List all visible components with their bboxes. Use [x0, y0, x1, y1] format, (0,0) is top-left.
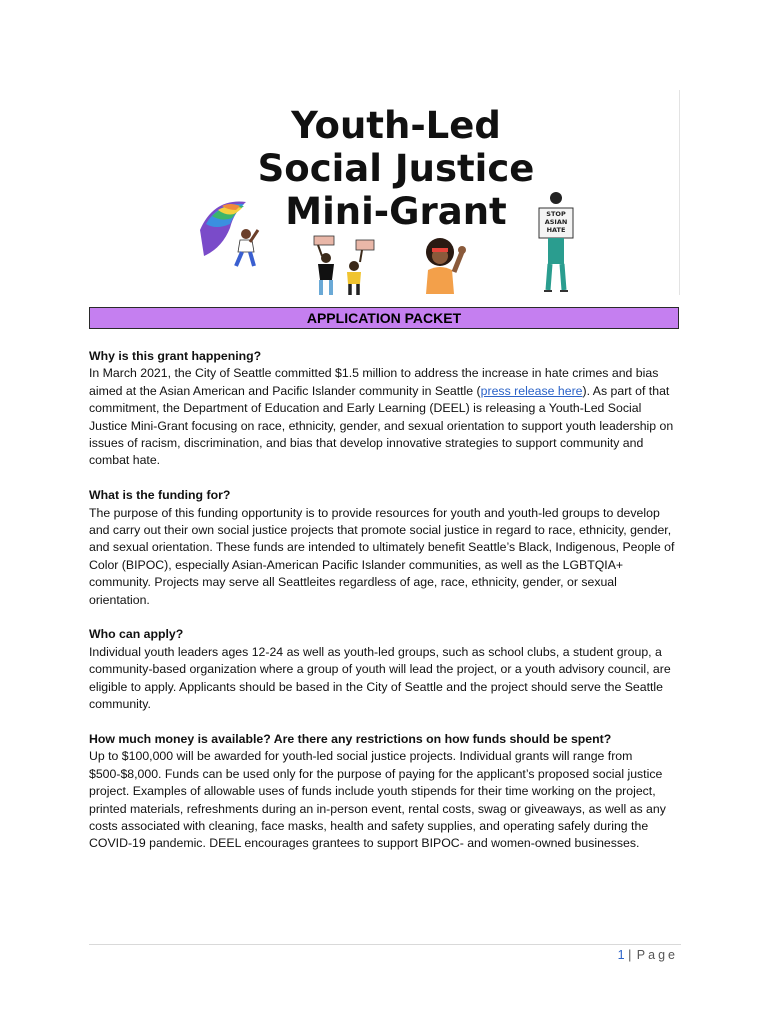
- section-who: [89, 626, 681, 713]
- page-number: 1: [617, 948, 625, 962]
- title-line-2: Social Justice: [257, 147, 535, 190]
- section-text: Individual youth leaders ages 12-24 as well as youth-led groups, such as school clubs, a student group, a community-based organization where a group of youth will lead the project, or a youth advisory council, are eligible to apply. Applicants should be based in the City of Seattle and the project should serve the Seattle community.: [89, 644, 671, 712]
- header-banner: [186, 90, 682, 300]
- protesters-illustration: [304, 232, 384, 297]
- banner-title: [246, 104, 546, 233]
- page-label: Page: [636, 948, 678, 962]
- page-separator: |: [628, 948, 632, 962]
- rainbow-flag-illustration: [194, 190, 274, 270]
- stop-asian-hate-illustration: [536, 190, 576, 295]
- footer-divider: [89, 944, 681, 945]
- section-why: [89, 348, 681, 470]
- section-text: In March 2021, the City of Seattle committed $1.5 million to address the increase in hate crimes and bias aimed at the Asian American and Pacific Islander community in Seattle (press release here). As part of that commitment, the Department of Education and Early Learning (DEEL) is releasing a Youth-Led Social Justice Mini-Grant focusing on race, ethnicity, gender, and sexual orientation to support youth leadership on issues of racism, discrimination, and bias that develop innovative strategies to support community and combat hate.: [89, 366, 674, 468]
- section-what: [89, 487, 681, 609]
- page-footer: [618, 948, 678, 962]
- sign-text: STOP ASIAN HATE: [544, 210, 568, 234]
- section-money: [89, 731, 681, 853]
- section-heading: Why is this grant happening?: [89, 349, 262, 363]
- section-text: The purpose of this funding opportunity is to provide resources for youth and youth-led groups to develop and carry out their own social justice projects that promote social justice in regard to race, ethnicity, gender, and sexual orientation. These funds are intended to ultimately benefit Seattle’s Black, Indigenous, People of Color (BIPOC), especially Asian-American Pacific Islander communities, as well as the LGBTQIA+ community. Projects may serve all Seattleites regardless of age, race, ethnicity, gender, or sexual orientation.: [89, 505, 675, 607]
- title-line-3: Mini-Grant: [285, 190, 507, 233]
- raised-fist-illustration: [422, 234, 468, 294]
- section-heading: How much money is available? Are there any restrictions on how funds should be spent?: [89, 731, 612, 746]
- section-heading: What is the funding for?: [89, 488, 231, 503]
- press-release-link[interactable]: press release here: [480, 383, 583, 398]
- title-line-1: Youth-Led: [291, 104, 501, 147]
- section-text: Up to $100,000 will be awarded for youth-led social justice projects. Individual grants will range from $500-$8,000. Funds can be used only for the purpose of paying for the applicant’s proposed social justice project. Examples of allowable uses of funds include youth stipends for their time working on the project, printed materials, refreshments during an in-person event, rental costs, swag or giveaways, as well as any costs associated with cleaning, face masks, health and safety supplies, and operating safely during the COVID-19 pandemic. DEEL encourages grantees to support BIPOC- and women-owned businesses.: [89, 749, 666, 851]
- application-packet-heading: APPLICATION PACKET: [89, 307, 679, 329]
- section-heading: Who can apply?: [89, 627, 184, 642]
- document-body: [89, 348, 681, 870]
- banner-border: [679, 90, 680, 295]
